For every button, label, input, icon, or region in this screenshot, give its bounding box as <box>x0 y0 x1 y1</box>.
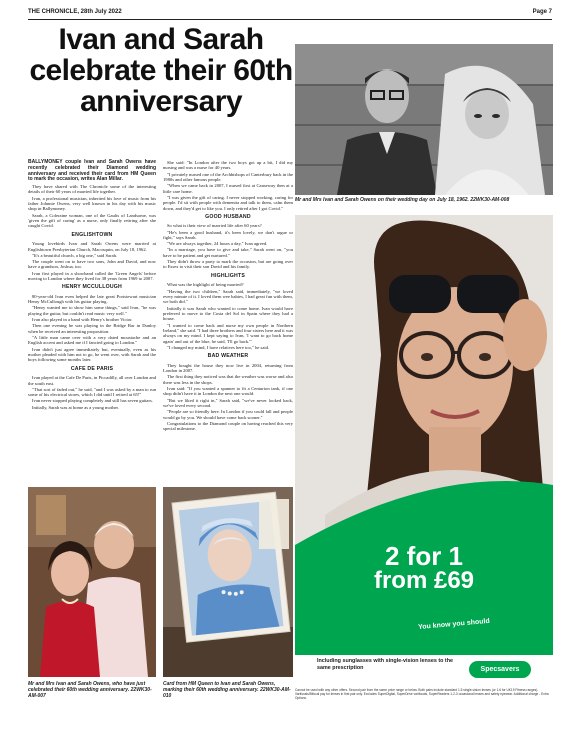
paragraph: Then one evening he was playing in the Bridge Bar in Dunloy when he received an interesting proposition. <box>28 323 156 334</box>
paragraph: "I changed my mind, I have relatives here too," he said. <box>167 344 270 350</box>
couple-photo-caption: Mr and Mrs Ivan and Sarah Owens, who have just celebrated their 60th wedding anniversary. 22WK30-AM-007 <box>28 681 152 699</box>
article-column-2 <box>163 160 293 485</box>
article-column-1 <box>28 160 156 485</box>
paragraph: "It's a beautiful church, a big one," said Sarah. <box>32 252 118 258</box>
paragraph: The couple went on to have two sons, John and David, and now have a grandson, Joshua, too. <box>28 259 156 270</box>
specsavers-advert <box>295 215 553 685</box>
paragraph: So what is their view of married life after 60 years? <box>167 223 262 229</box>
paragraph: "That sort of faded out," he said, "and I was asked by a man to run some of his electrical stores, which I did until I retired at 65!" <box>28 386 156 398</box>
paragraph: "We are always together, 24 hours a day," Ivan agreed. <box>167 241 268 247</box>
advert-tagline: You know you should <box>395 612 514 638</box>
subheading-good-husband: GOOD HUSBAND <box>205 214 251 221</box>
paragraph: Congratulations to the Diamond couple on having reached this very special milestone. <box>163 420 293 432</box>
page-number: Page 7 <box>532 9 552 15</box>
paragraph: Sarah, a Coleraine woman, one of the Gaults of Landsome, was 'given the gift of caring' as a nurse, only finally retiring after she caught Covid. <box>28 212 156 229</box>
paragraph: She said: "In London after the two boys got up a bit, I did my nursing and was a nurse for 40 years. <box>163 160 293 171</box>
couple-photo <box>28 487 156 677</box>
subheading-henry-mccullough: HENRY MCCULLOUGH <box>62 284 122 291</box>
paragraph: "When we came back in 2007, I nursed first at Causeway then at a little care home. <box>163 183 293 194</box>
paragraph: Initially it was Sarah who wanted to come home. Ivan would have preferred to move to the Costa del Sol in Spain where they had a house. <box>163 305 293 322</box>
paragraph: "I privately nursed one of the Archbishops of Canterbury back in the 1980s and other famous people. <box>163 171 294 183</box>
queen-card-photo <box>163 487 293 677</box>
article-intro: BALLYMONEY couple Ivan and Sarah Owens have recently celebrated their Diamond wedding anniversary and received their card from HM Queen to mark the occasion, writes Alan Millar. <box>28 159 156 183</box>
subheading-cafe-de-paris: CAFE DE PARIS <box>70 365 114 372</box>
advert-offer-line-2: from £69 <box>373 567 475 594</box>
paragraph: What was the highlight of being married? <box>167 282 244 288</box>
paragraph: Young lovebirds Ivan and Sarah Owens were married at Englishtown Presbyterian Church, Macosquin, on July 18, 1962. <box>28 241 156 252</box>
paragraph: 80-year-old Ivan even helped the late great Portstewart musician Henry McCullough with his guitar playing. <box>28 293 156 305</box>
advert-offer-line-1: 2 for 1 <box>384 541 464 571</box>
advert-description: Including sunglasses with single-vision lenses to the same prescription <box>317 658 453 671</box>
paragraph: "A little man came over with a very dated moustache and an English accent and asked me if I fancied going to London." <box>28 334 156 346</box>
wedding-photo-image <box>295 44 553 195</box>
paragraph: "Henry wanted me to show him some things," said Ivan, "he was playing the guitar, but couldn't read music very well." <box>28 305 156 316</box>
page-header <box>28 6 552 18</box>
paragraph: Ivan also played in a band with Henry's brother Victor. <box>32 317 133 323</box>
couple-photo-image <box>28 487 156 677</box>
paragraph: "But we liked it right in," Sarah said, "we've never looked back, we've loved every second. <box>163 397 293 408</box>
paragraph: "I wanted to come back and nurse my own people in Northern Ireland," she said. "I had three brothers and four sisters here and it was always on my mind. I kept saying to Ivan, 'I want to go back home again' and out of the blue, he said, 'I'll go back.'" <box>163 322 293 344</box>
paragraph: Ivan never stopped playing completely and still has seven guitars. <box>32 398 153 404</box>
queen-card-photo-image <box>163 487 293 677</box>
paragraph: They bought the house they now live in 2004, returning from London in 2007. <box>163 362 293 374</box>
paragraph: Ivan played at the Cafe De Paris, in Piccadilly, all over London and the south east. <box>28 375 156 386</box>
paragraph: "In a marriage, you have to give and take," Sarah went on, "you have to be patient and get nurtured." <box>163 247 293 258</box>
paragraph: Ivan first played in a showband called the 'Green Angels' before moving to London where they lived for 38 years from 1969 to 2007. <box>28 270 156 282</box>
paragraph: They didn't throw a party to mark the occasion, but are going over to Essex to visit their son David and his family. <box>163 259 293 270</box>
paragraph: They have shared with The Chronicle some of the interesting details of their 60 years of married life together. <box>28 183 156 195</box>
paragraph: "People are so friendly here. In London if you could fall and people would go by you. We should have come back sooner." <box>163 409 293 420</box>
queen-card-caption: Card from HM Queen to Ivan and Sarah Owens, marking their 60th wedding anniversary. 22WK30-AM-010 <box>163 681 291 699</box>
paragraph: "He's been a good husband, it's been lovely, we don't argue or fight," says Sarah. <box>163 229 293 241</box>
paragraph: Initially, Sarah was at home as a young mother. <box>32 404 119 410</box>
advert-offer <box>295 543 553 593</box>
paper-date: THE CHRONICLE, 28th July 2022 <box>28 9 122 15</box>
paragraph: Ivan, a professional musician, inherited his love of music from his father Johnnie Owens, very well known in his day with his music shop in Ballymoney. <box>28 195 156 212</box>
paragraph: Ivan didn't just agree immediately but, eventually, even as his mother pleaded with him not to go, he went over, with Sarah and the boys following some months later. <box>28 346 156 363</box>
advert-small-print: Cannot be used with any other offers. Second pair from the same price range or below. Both pairs include standard 1.5 single-vision lenses (or 1.6 for UK19 Fitness ranges). Varifocals/Bifocal pay for lenses in first pair only. Excludes SuperDigital, SuperDrive varifocals, SuperReaders 1-2-3 occasional lenses and safety eyewear. Additional charge - Extra Options. <box>295 688 549 700</box>
paragraph: Ivan said: "If you wanted a spanner to fit a Centurion tank, if one shop didn't have it in London the next one would. <box>163 385 293 397</box>
advert-model-image <box>295 215 553 685</box>
wedding-photo <box>295 44 553 195</box>
subheading-bad-weather: BAD WEATHER <box>207 353 249 360</box>
header-rule <box>28 19 552 20</box>
specsavers-logo: Specsavers <box>469 661 531 678</box>
paragraph: "Having the two children," Sarah said, immediately, "we loved every minute of it. I loved them wee babies, I had great fun with them, we both did." <box>163 288 293 305</box>
paragraph: "I was given the gift of caring. I never stopped working, caring for people. I'd sit with people with dementia and talk to them, calm them down, and they'd get to like you. I only retired after I got Covid." <box>163 194 293 211</box>
subheading-englishtown: ENGLISHTOWN <box>71 231 113 238</box>
paragraph: The first thing they noticed was that the weather was worse and also there was less in the shops. <box>163 374 293 385</box>
subheading-highlights: HIGHLIGHTS <box>211 272 245 279</box>
wedding-photo-caption: Mr and Mrs Ivan and Sarah Owens on their wedding day on July 18, 1962. 22WK30-AM-008 <box>295 197 510 203</box>
headline: Ivan and Sarah celebrate their 60th anniversary <box>29 23 293 118</box>
